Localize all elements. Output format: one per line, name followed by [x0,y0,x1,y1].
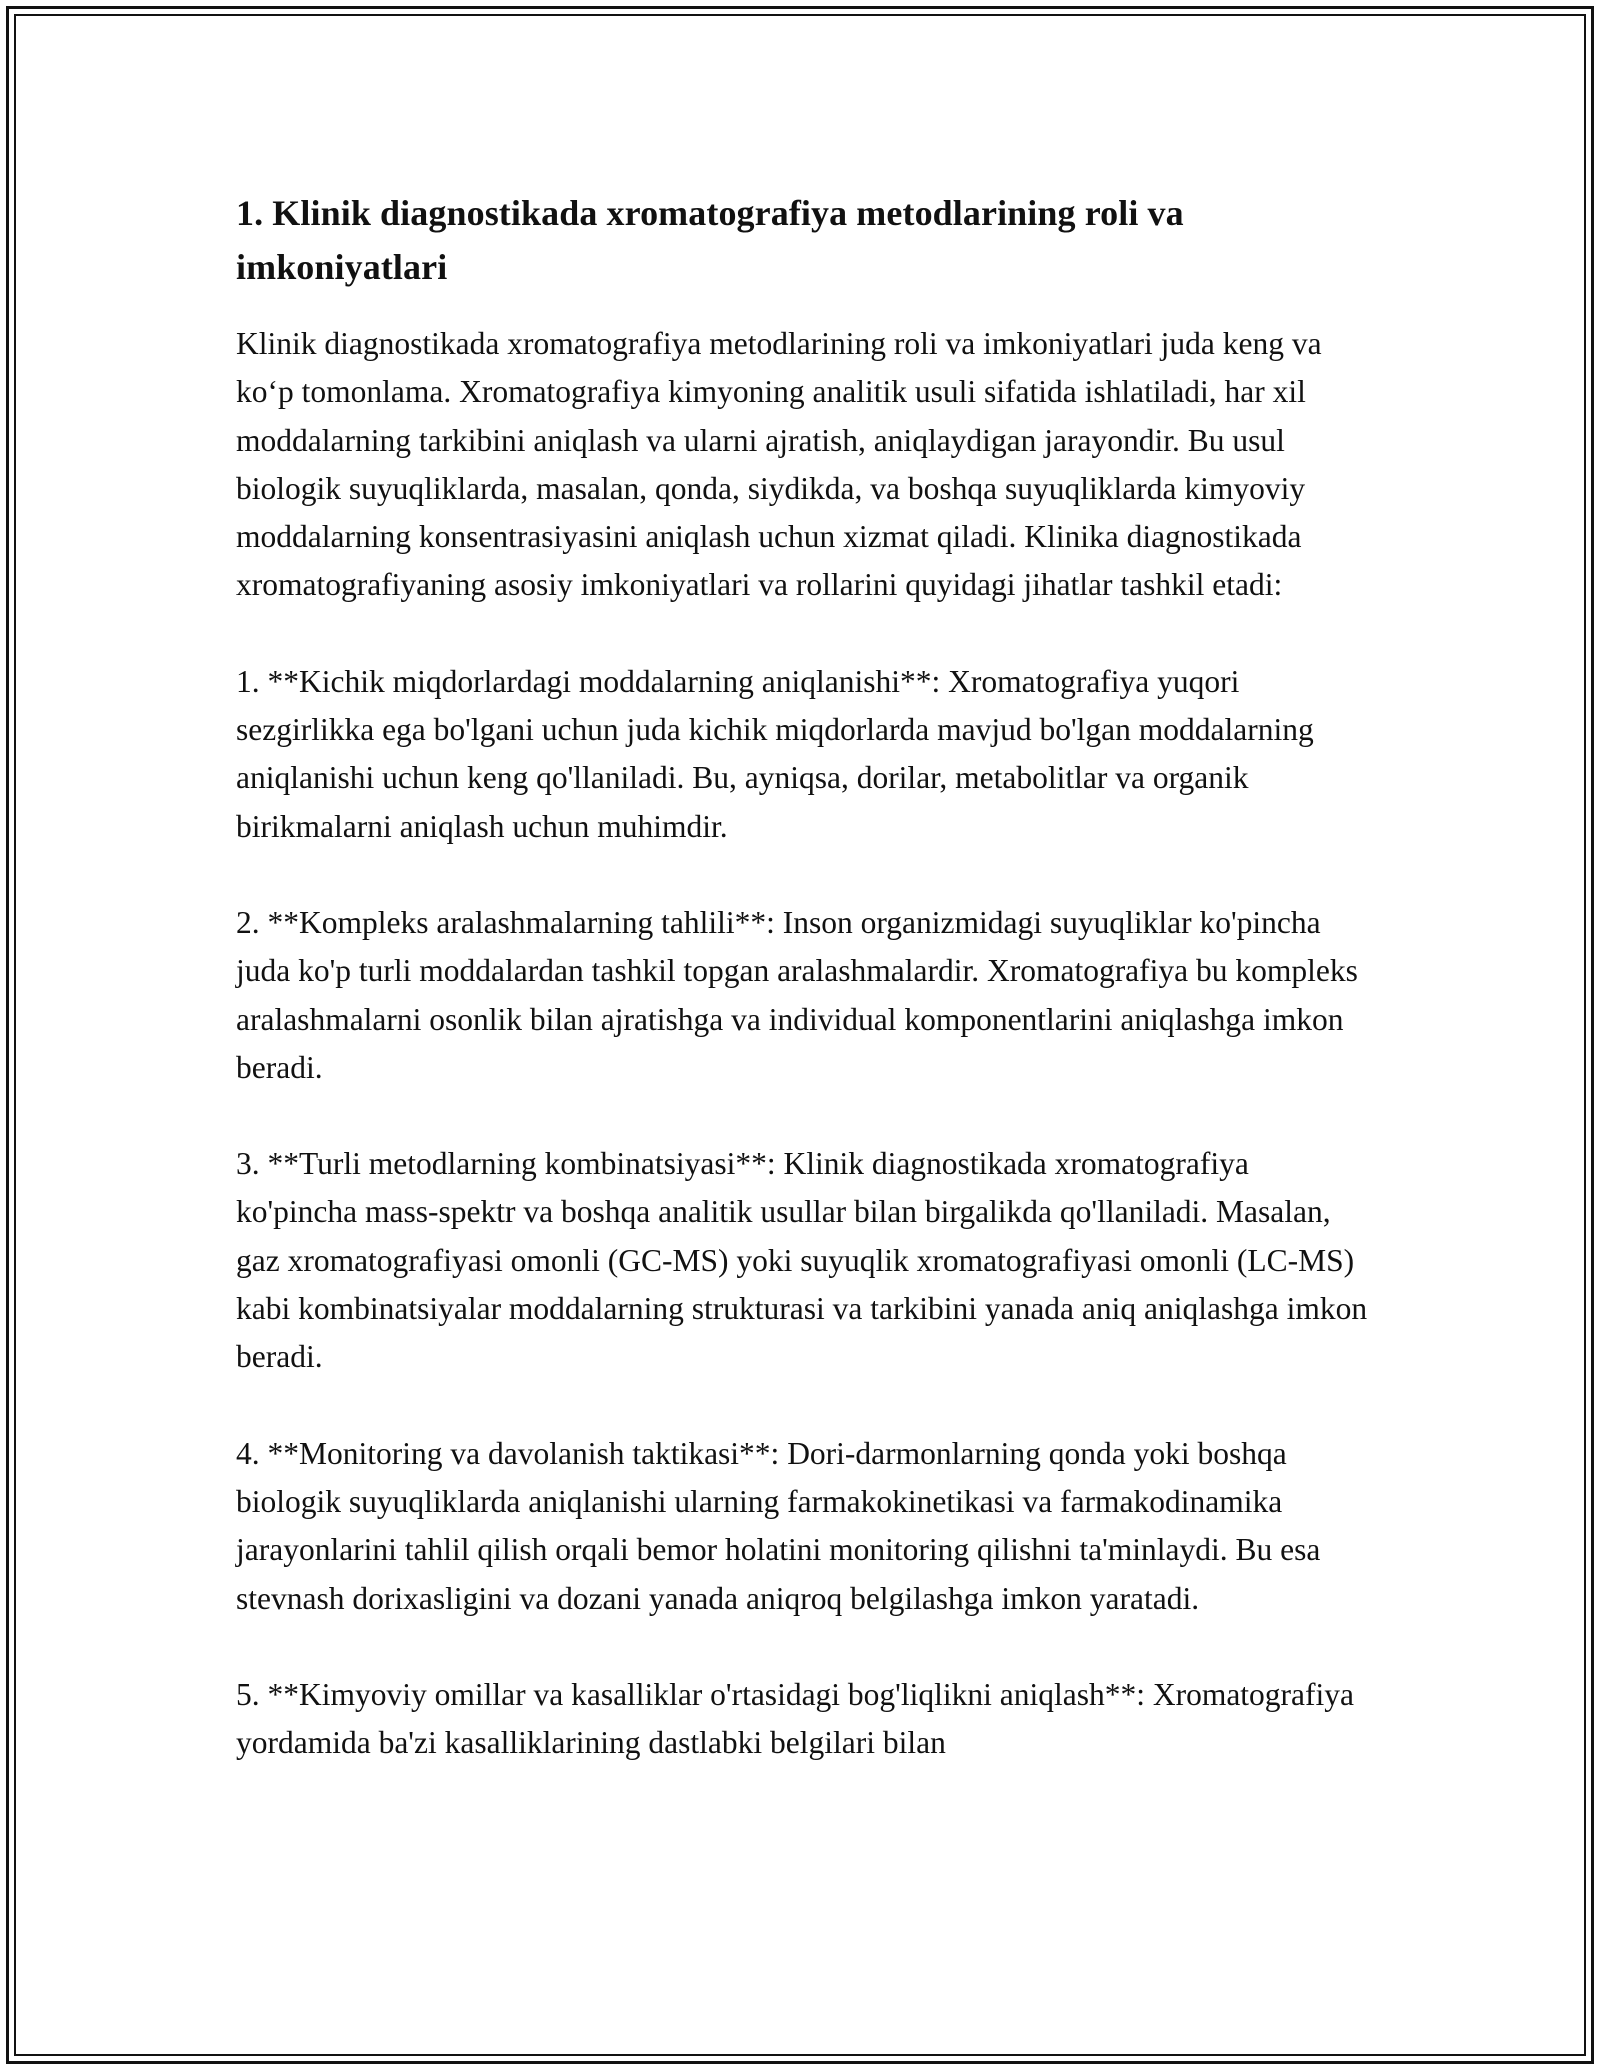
section-title: 1. Klinik diagnostikada xromatografiya metodlarining roli va imkoniyatlari [236,193,1184,287]
list-item-2: 2. **Kompleks aralashmalarning tahlili**: Inson organizmidagi suyuqliklar ko'pincha juda ko'p turli moddalardan tashkil topgan aralashmalardir. Xromatografiya bu kompleks aralashmalarni osonlik bilan ajratishga va individual komponentlarini aniqlashga imkon beradi. [236,904,1358,1085]
list-item-5: 5. **Kimyoviy omillar va kasalliklar o'rtasidagi bog'liqlikni aniqlash**: Xromatografiya yordamida ba'zi kasalliklarining dastlabki belgilari bilan [236,1676,1355,1761]
intro-paragraph: Klinik diagnostikada xromatografiya metodlarining roli va imkoniyatlari juda keng va ko‘p tomonlama. Xromatografiya kimyoning analitik usuli sifatida ishlatiladi, har xil moddalarning tarkibini aniqlash va ularni ajratish, aniqlaydigan jarayondir. Bu usul biologik suyuqliklarda, masalan, qonda, siydikda, va boshqa suyuqliklarda kimyoviy moddalarning konsentrasiyasini aniqlash uchun xizmat qiladi. Klinika diagnostikada xromatografiyaning asosiy imkoniyatlari va rollarini quyidagi jihatlar tashkil etadi: [236,326,1322,603]
list-item-4: 4. **Monitoring va davolanish taktikasi**: Dori-darmonlarning qonda yoki boshqa biologik suyuqliklarda aniqlanishi ularning farmakokinetikasi va farmakodinamika jarayonlarini tahlil qilish orqali bemor holatini monitoring qilishni ta'minlaydi. Bu esa stevnash dorixasligini va dozani yanada aniqroq belgilashga imkon yaratadi. [236,1435,1321,1616]
document-body [236,186,1376,1815]
list-item-1: 1. **Kichik miqdorlardagi moddalarning aniqlanishi**: Xromatografiya yuqori sezgirlikka ega bo'lgani uchun juda kichik miqdorlarda mavjud bo'lgan moddalarning aniqlanishi uchun keng qo'llaniladi. Bu, ayniqsa, dorilar, metabolitlar va organik birikmalarni aniqlash uchun muhimdir. [236,663,1314,844]
list-item-3: 3. **Turli metodlarning kombinatsiyasi**: Klinik diagnostikada xromatografiya ko'pincha mass-spektr va boshqa analitik usullar bilan birgalikda qo'llaniladi. Masalan, gaz xromatografiyasi omonli (GC-MS) yoki suyuqlik xromatografiyasi omonli (LC-MS) kabi kombinatsiyalar moddalarning strukturasi va tarkibini yanada aniq aniqlashga imkon beradi. [236,1146,1368,1375]
